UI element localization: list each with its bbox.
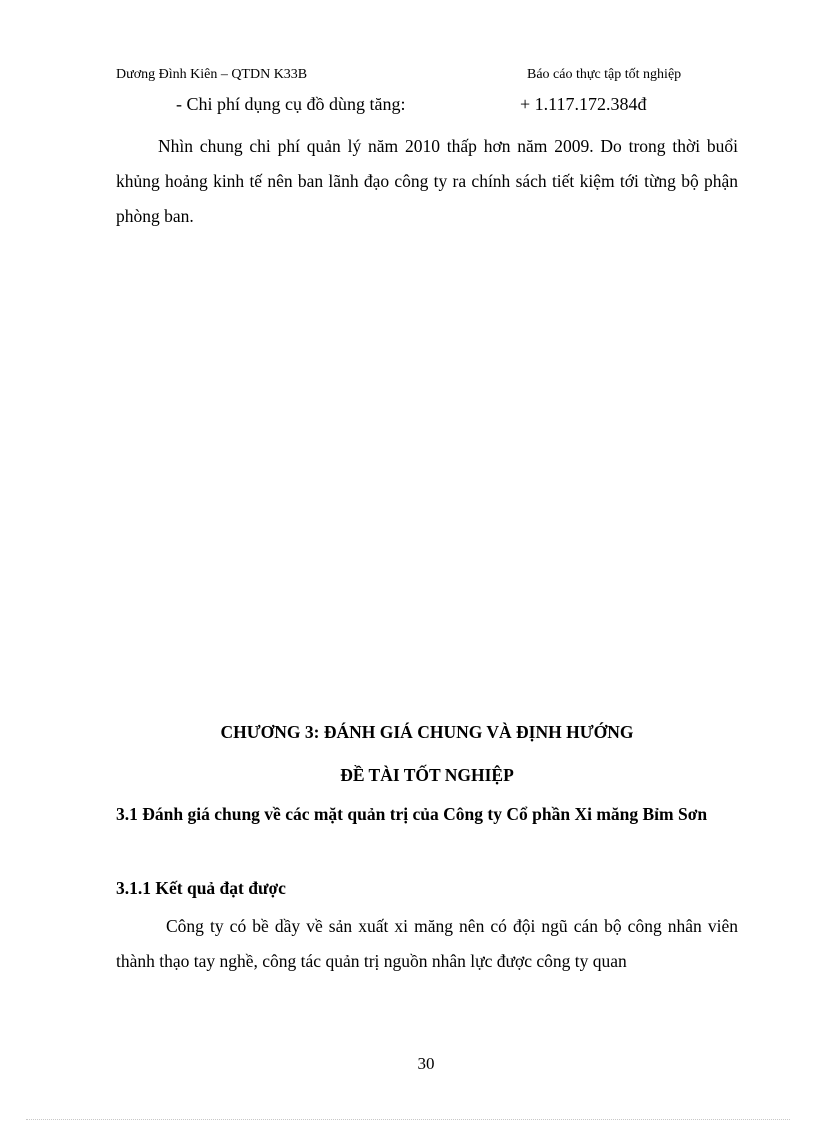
bullet-cost-value: + 1.117.172.384đ (520, 94, 647, 114)
paragraph-management-cost: Nhìn chung chi phí quản lý năm 2010 thấp hơn năm 2009. Do trong thời buổi khủng hoảng kinh tế nên ban lãnh đạo công ty ra chính sách tiết kiệm tới từng bộ phận phòng ban. (116, 136, 738, 226)
section-heading-3-1: 3.1 Đánh giá chung về các mặt quản trị của Công ty Cổ phần Xi măng Bỉm Sơn (116, 804, 708, 824)
bullet-cost-label: - Chi phí dụng cụ đồ dùng tăng: (176, 94, 406, 114)
header-author: Dương Đình Kiên – QTDN K33B (116, 67, 308, 82)
header-report-title: Báo cáo thực tập tốt nghiệp (527, 67, 682, 82)
paragraph-results: Công ty có bề dầy về sản xuất xi măng nên có đội ngũ cán bộ công nhân viên thành thạo tay nghề, công tác quản trị nguồn nhân lực được công ty quan (116, 916, 738, 971)
page-number: 30 (417, 1054, 435, 1073)
page-bottom-divider (26, 1119, 790, 1120)
chapter-title-line-1: CHƯƠNG 3: ĐÁNH GIÁ CHUNG VÀ ĐỊNH HƯỚNG (220, 722, 634, 742)
section-heading-3-1-1: 3.1.1 Kết quả đạt được (116, 878, 286, 898)
chapter-title-line-2: ĐỀ TÀI TỐT NGHIỆP (340, 765, 514, 785)
